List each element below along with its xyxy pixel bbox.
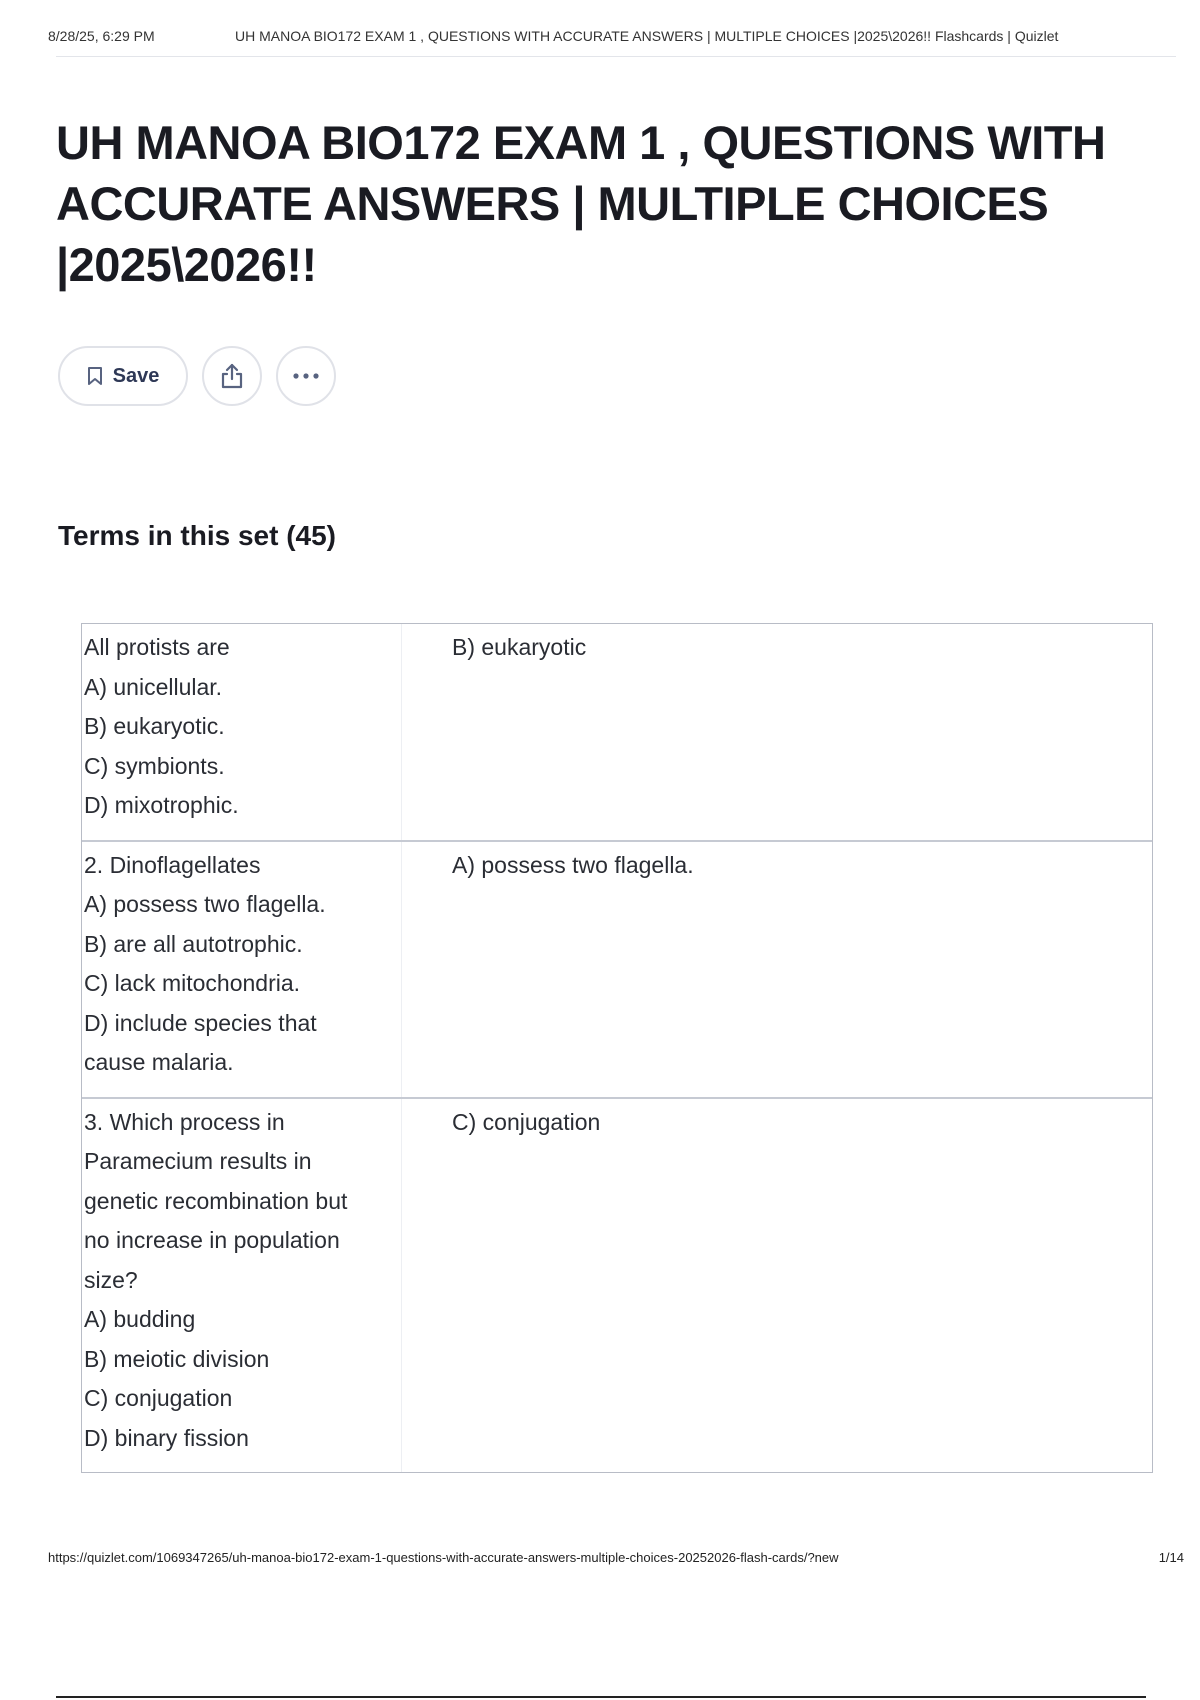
term-row (82, 1097, 1152, 1473)
term-line: B) meiotic division (84, 1345, 270, 1372)
page-title: UH MANOA BIO172 EXAM 1 , QUESTIONS WITH ACCURATE ANSWERS | MULTIPLE CHOICES |2025\2026!! (56, 116, 1106, 291)
print-header (48, 28, 1184, 44)
term-line: size? (84, 1266, 138, 1293)
term-line: no increase in population (84, 1227, 340, 1253)
header-divider (56, 56, 1176, 57)
more-options-button[interactable] (276, 346, 336, 406)
term-cell (82, 842, 402, 1097)
more-horizontal-icon (292, 372, 320, 380)
print-timestamp: 8/28/25, 6:29 PM (48, 28, 155, 44)
share-icon (219, 362, 245, 390)
term-line: C) symbionts. (84, 752, 225, 779)
action-bar (58, 346, 336, 406)
term-line: A) possess two flagella. (84, 891, 326, 917)
term-line: All protists are (84, 634, 230, 660)
term-row (82, 840, 1152, 1097)
term-line: C) lack mitochondria. (84, 970, 301, 996)
definition-cell: A) possess two flagella. (452, 851, 694, 878)
terms-table (81, 623, 1153, 1473)
term-line: A) unicellular. (84, 673, 223, 700)
term-line: genetic recombination but (84, 1187, 348, 1214)
print-document-title: UH MANOA BIO172 EXAM 1 , QUESTIONS WITH ACCURATE ANSWERS | MULTIPLE CHOICES |2025\2026!! Flashcards | Quizlet (235, 28, 1059, 44)
term-line: C) conjugation (84, 1385, 233, 1411)
bookmark-icon (87, 366, 103, 386)
term-line: D) mixotrophic. (84, 792, 239, 818)
page-number: 1/14 (1158, 1550, 1184, 1565)
print-footer (48, 1550, 1184, 1565)
definition-cell: C) conjugation (452, 1108, 601, 1135)
term-line: D) binary fission (84, 1424, 249, 1451)
share-button[interactable] (202, 346, 262, 406)
terms-heading: Terms in this set (45) (58, 520, 337, 551)
print-url: https://quizlet.com/1069347265/uh-manoa-bio172-exam-1-questions-with-accurate-answers-multiple-choices-20252026-flash-cards/?new (48, 1550, 839, 1565)
term-row (82, 624, 1152, 840)
term-line: B) eukaryotic. (84, 713, 225, 739)
term-line: D) include species that (84, 1009, 317, 1036)
term-cell (82, 1099, 402, 1473)
term-line: Paramecium results in (84, 1148, 312, 1174)
term-line: 2. Dinoflagellates (84, 851, 261, 878)
bottom-divider (56, 1696, 1146, 1698)
save-button[interactable] (58, 346, 188, 406)
term-line: cause malaria. (84, 1049, 234, 1075)
save-button-label: Save (112, 364, 160, 387)
definition-cell: B) eukaryotic (452, 634, 587, 660)
term-line: B) are all autotrophic. (84, 930, 303, 957)
term-cell (82, 624, 402, 840)
term-line: 3. Which process in (84, 1108, 285, 1135)
term-line: A) budding (84, 1306, 196, 1332)
